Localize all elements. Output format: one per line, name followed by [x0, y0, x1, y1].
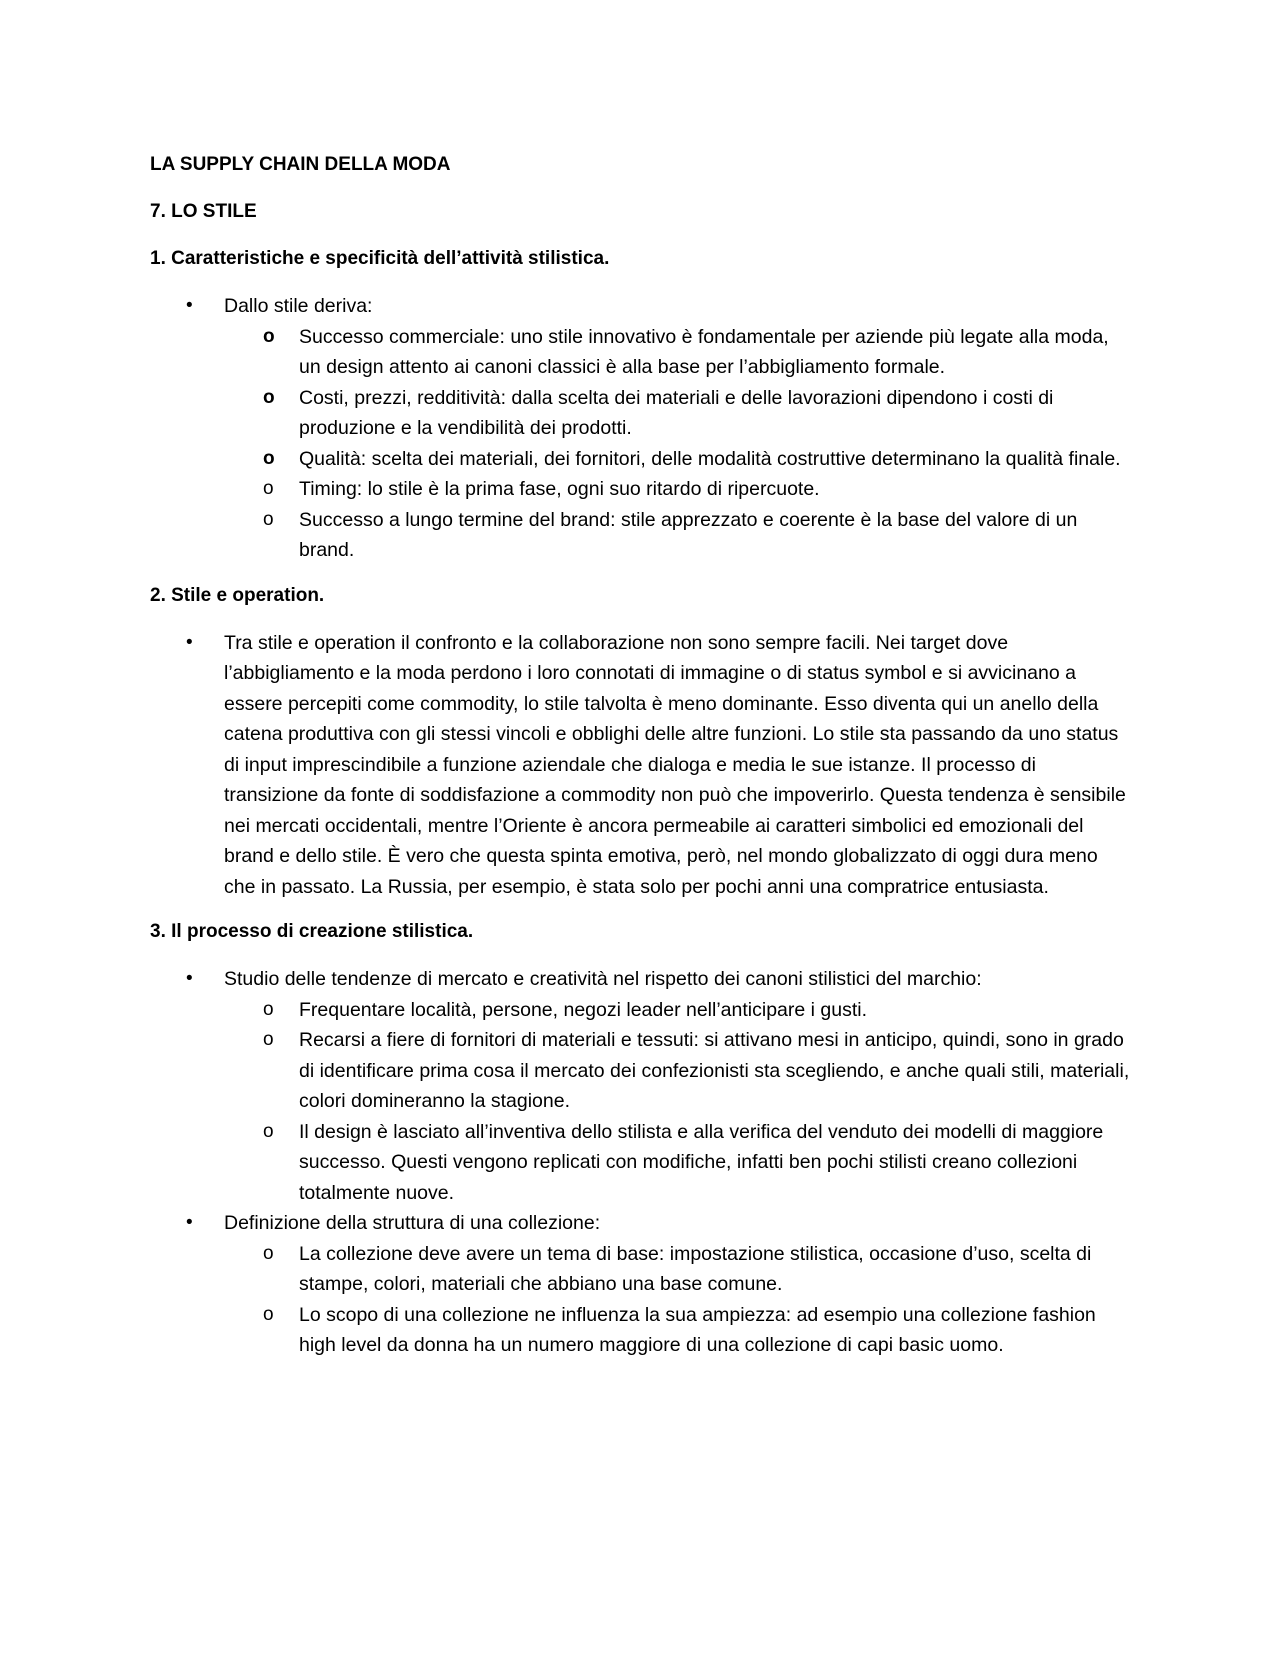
section-heading: 1. Caratteristiche e specificità dell’attività stilistica.	[150, 248, 610, 269]
sub-list-item	[263, 505, 1130, 566]
sub-list	[224, 1239, 1130, 1361]
bullet-list	[150, 628, 1130, 903]
sub-list-item-text: Costi, prezzi, redditività: dalla scelta dei materiali e delle lavorazioni dipendono i costi di produzione e la vendibilità dei prodotti.	[299, 386, 1054, 439]
sub-marker: o	[263, 1120, 274, 1142]
sub-list	[224, 322, 1130, 566]
sub-marker: o	[263, 1303, 274, 1325]
sub-marker: o	[263, 998, 274, 1020]
list-item-text: Definizione della struttura di una collezione:	[224, 1212, 601, 1234]
section-heading: 2. Stile e operation.	[150, 584, 325, 606]
list-item-text: Tra stile e operation il confronto e la collaborazione non sono sempre facili. Nei target dove l’abbigliamento e la moda perdono i loro connotati di immagine o di status symbol e si avvicinano a essere percepiti come commodity, lo stile talvolta è meno dominante. Esso diventa qui un anello della catena produttiva con gli stessi vincoli e obblighi delle altre funzioni. Lo stile sta passando da uno status di input imprescindibile a funzione aziendale che dialoga e media le sue istanze. Il processo di transizione da fonte di soddisfazione a commodity non può che impoverirlo. Questa tendenza è sensibile nei mercati occidentali, mentre l’Oriente è ancora permeabile ai caratteri simbolici ed emozionali del brand e dello stile. È vero che questa spinta emotiva, però, nel mondo globalizzato di oggi dura meno che in passato. La Russia, per esempio, è stata solo per pochi anni una compratrice entusiasta.	[224, 631, 1126, 898]
sub-list-item	[263, 383, 1130, 444]
sub-marker: o	[263, 1029, 274, 1050]
bullet-marker: •	[186, 968, 193, 989]
sub-list-item	[263, 1117, 1130, 1209]
sub-list-item-text: La collezione deve avere un tema di base: impostazione stilistica, occasione d’uso, scelta di stampe, colori, materiali che abbiano una base comune.	[299, 1242, 1092, 1295]
bullet-marker: •	[186, 631, 193, 653]
sub-list-item-text: Qualità: scelta dei materiali, dei fornitori, delle modalità costruttive determinano la qualità finale.	[299, 447, 1121, 470]
sub-marker: o	[263, 478, 274, 499]
sub-list-item-text: Successo a lungo termine del brand: stile apprezzato e coerente è la base del valore di un brand.	[299, 508, 1078, 561]
bullet-list	[150, 964, 1130, 1361]
document-title: LA SUPPLY CHAIN DELLA MODA	[150, 154, 451, 175]
sub-list-item	[263, 995, 1130, 1026]
list-item	[186, 1208, 1130, 1361]
sub-list-item-text: Successo commerciale: uno stile innovativo è fondamentale per aziende più legate alla moda, un design attento ai canoni classici è alla base per l’abbigliamento formale.	[299, 325, 1109, 378]
bullet-list	[150, 291, 1130, 566]
sub-marker: o	[263, 508, 274, 530]
sub-list-item-text: Timing: lo stile è la prima fase, ogni suo ritardo di ripercuote.	[299, 478, 820, 500]
chapter-heading: 7. LO STILE	[150, 201, 257, 222]
sub-marker: o	[263, 1242, 274, 1264]
sub-marker: o	[263, 386, 275, 408]
sub-list-item	[263, 1300, 1130, 1361]
sub-list-item-text: Recarsi a fiere di fornitori di materiali e tessuti: si attivano mesi in anticipo, quindi, sono in grado di identificare prima cosa il mercato dei confezionisti sta scegliendo, e anche quali stili, materiali, colori domineranno la stagione.	[299, 1029, 1130, 1112]
bullet-marker: •	[186, 295, 193, 316]
section-heading: 3. Il processo di creazione stilistica.	[150, 921, 474, 942]
sub-marker: o	[263, 325, 275, 347]
sub-list-item-text: Frequentare località, persone, negozi leader nell’anticipare i gusti.	[299, 998, 868, 1021]
sub-list-item	[263, 474, 1130, 505]
sub-marker: o	[263, 447, 275, 469]
sub-list-item	[263, 444, 1130, 475]
sub-list-item	[263, 322, 1130, 383]
list-item-text: Dallo stile deriva:	[224, 295, 373, 317]
sub-list	[224, 995, 1130, 1209]
bullet-marker: •	[186, 1212, 193, 1233]
list-item	[186, 964, 1130, 1208]
list-item	[186, 628, 1130, 903]
sub-list-item-text: Il design è lasciato all’inventiva dello stilista e alla verifica del venduto dei modelli di maggiore successo. Questi vengono replicati con modifiche, infatti ben pochi stilisti creano collezioni totalmente nuove.	[299, 1120, 1104, 1204]
sub-list-item-text: Lo scopo di una collezione ne influenza la sua ampiezza: ad esempio una collezione fashion high level da donna ha un numero maggiore di una collezione di capi basic uomo.	[299, 1303, 1096, 1356]
list-item-text: Studio delle tendenze di mercato e creatività nel rispetto dei canoni stilistici del marchio:	[224, 968, 982, 990]
list-item	[186, 291, 1130, 566]
sub-list-item	[263, 1025, 1130, 1117]
sub-list-item	[263, 1239, 1130, 1300]
